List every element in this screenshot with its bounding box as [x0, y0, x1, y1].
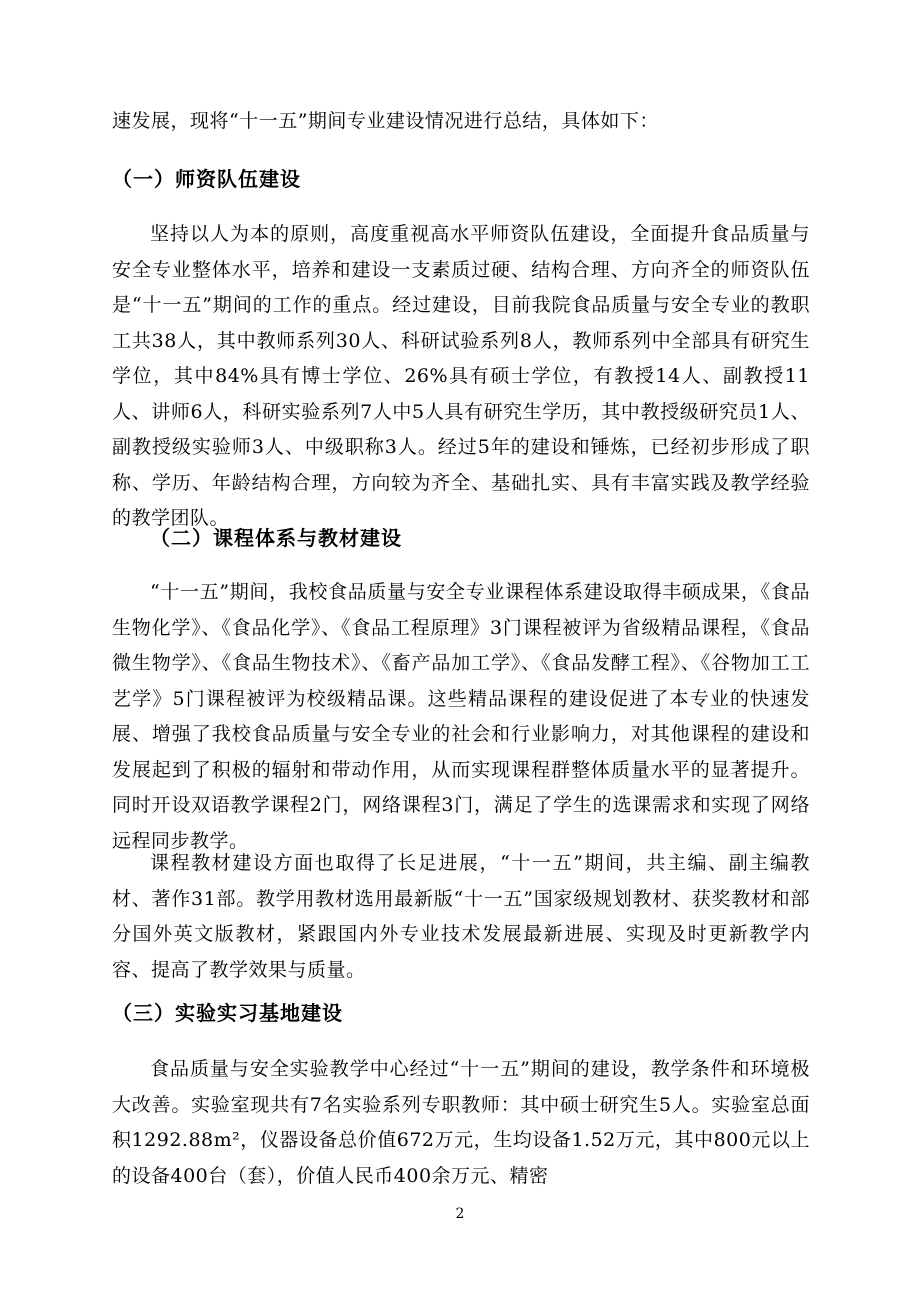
paragraph-textbooks: 课程教材建设方面也取得了长足进展，“十一五”期间，共主编、副主编教材、著作31部。教学用教材选用最新版“十一五”国家级规划教材、获奖教材和部分国外英文版教材，紧跟国内外专业技术发展最新进展、实现及时更新教学内容、提高了教学效果与质量。 — [112, 852, 810, 981]
section-heading-curriculum: （二）课程体系与教材建设 — [150, 526, 402, 550]
section-heading-teachers: （一）师资队伍建设 — [112, 167, 301, 191]
section-heading-lab: （三）实验实习基地建设 — [112, 1001, 343, 1025]
paragraph-lab: 食品质量与安全实验教学中心经过“十一五”期间的建设，教学条件和环境极大改善。实验室现共有7名实验系列专职教师：其中硕士研究生5人。实验室总面积1292.88m²，仪器设备总价值672万元，生均设备1.52万元，其中800元以上的设备400台（套），价值人民币400余万元、精密 — [112, 1058, 810, 1187]
intro-line: 速发展，现将“十一五”期间专业建设情况进行总结，具体如下： — [112, 110, 659, 132]
paragraph-teachers: 坚持以人为本的原则，高度重视高水平师资队伍建设，全面提升食品质量与安全专业整体水平，培养和建设一支素质过硬、结构合理、方向齐全的师资队伍是“十一五”期间的工作的重点。经过建设，目前我院食品质量与安全专业的教职工共38人，其中教师系列30人、科研试验系列8人，教师系列中全部具有研究生学位，其中84%具有博士学位、26%具有硕士学位，有教授14人、副教授11人、讲师6人，科研实验系列7人中5人具有研究生学历，其中教授级研究员1人、副教授级实验师3人、中级职称3人。经过5年的建设和锤炼，已经初步形成了职称、学历、年龄结构合理，方向较为齐全、基础扎实、具有丰富实践及教学经验的教学团队。 — [112, 223, 810, 529]
page-number: 2 — [455, 1206, 465, 1222]
paragraph-curriculum: “十一五”期间，我校食品质量与安全专业课程体系建设取得丰硕成果，《食品生物化学》、《食品化学》、《食品工程原理》3门课程被评为省级精品课程，《食品微生物学》、《食品生物技术》、《畜产品加工学》、《食品发酵工程》、《谷物加工工艺学》5门课程被评为校级精品课。这些精品课程的建设促进了本专业的快速发展、增强了我校食品质量与安全专业的社会和行业影响力，对其他课程的建设和发展起到了积极的辐射和带动作用，从而实现课程群整体质量水平的显著提升。同时开设双语教学课程2门，网络课程3门，满足了学生的选课需求和实现了网络远程同步教学。 — [112, 581, 810, 852]
